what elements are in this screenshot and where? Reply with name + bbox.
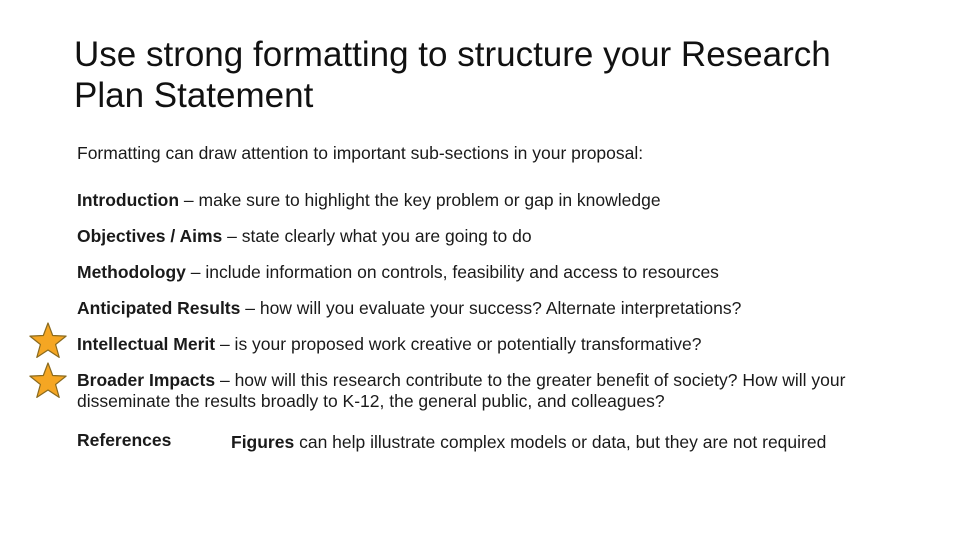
item-term: Objectives / Aims xyxy=(77,226,223,246)
item-term: Methodology xyxy=(77,262,186,282)
item-broader-impacts xyxy=(77,370,927,412)
item-term: Intellectual Merit xyxy=(77,334,216,354)
intro-text: Formatting can draw attention to important sub-sections in your proposal: xyxy=(77,143,644,163)
item-desc: – state clearly what you are going to do xyxy=(222,226,532,246)
item-term: Anticipated Results xyxy=(77,298,241,318)
slide-title: Use strong formatting to structure your Research Plan Statement xyxy=(74,35,831,115)
item-desc: – include information on controls, feasibility and access to resources xyxy=(185,262,719,282)
item-desc: – make sure to highlight the key problem or gap in knowledge xyxy=(179,190,661,210)
item-introduction xyxy=(77,190,661,211)
item-desc: – how will you evaluate your success? Alternate interpretations? xyxy=(240,298,742,318)
item-desc: – how will this research contribute to the greater benefit of society? How will your disseminate the results broadly to K-12, the general public, and colleagues? xyxy=(77,370,846,411)
figures-desc: can help illustrate complex models or data, but they are not required xyxy=(294,432,827,452)
item-anticipated-results xyxy=(77,298,741,319)
star-icon xyxy=(28,322,68,360)
item-methodology xyxy=(77,262,719,283)
figures-term: Figures xyxy=(231,432,295,452)
item-term: Broader Impacts xyxy=(77,370,216,390)
item-term: Introduction xyxy=(77,190,180,210)
item-objectives xyxy=(77,226,532,247)
star-icon xyxy=(28,362,68,400)
item-desc: – is your proposed work creative or potentially transformative? xyxy=(215,334,702,354)
references-label: References xyxy=(77,430,172,450)
figures-note xyxy=(231,432,826,453)
item-intellectual-merit xyxy=(77,334,701,355)
